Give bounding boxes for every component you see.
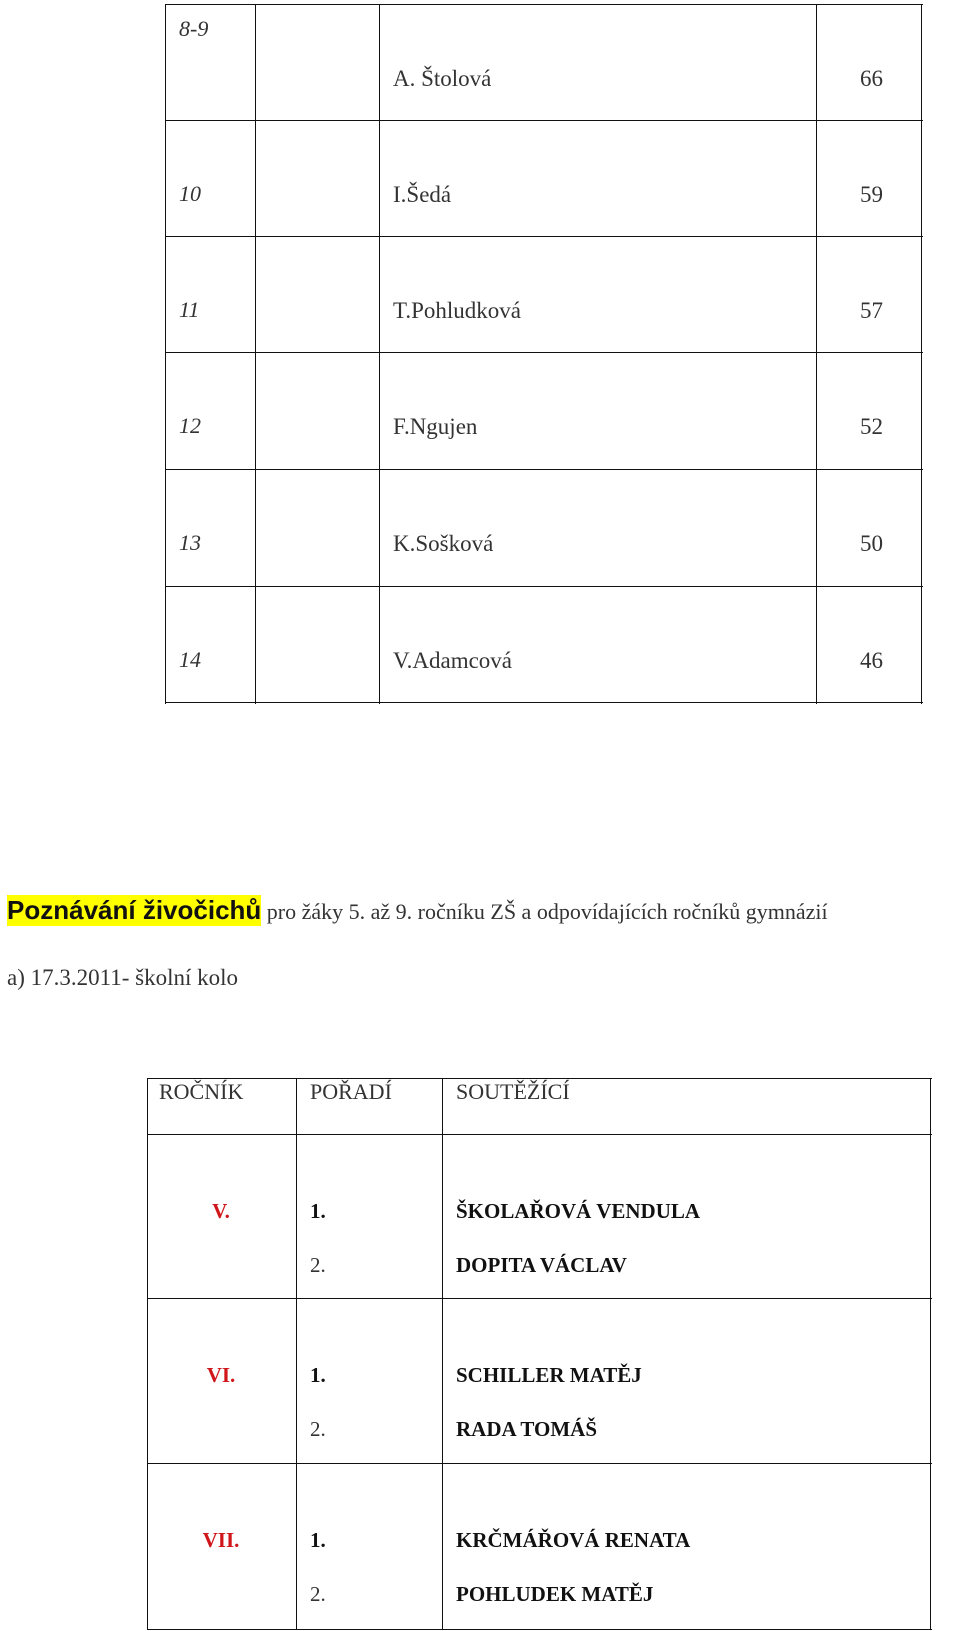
- table-border-bottom: [165, 702, 923, 703]
- grade-label: VI.: [206, 1363, 236, 1387]
- column-header-position: POŘADÍ: [310, 1079, 392, 1104]
- grade-label: V.: [212, 1199, 230, 1223]
- grade-label: VII.: [202, 1528, 240, 1552]
- position-second: 2.: [310, 1253, 326, 1277]
- table-row: [165, 4, 923, 120]
- rank-cell: 14: [179, 647, 201, 672]
- points-cell: 59: [860, 182, 883, 207]
- position-first: 1.: [310, 1528, 326, 1552]
- section-heading: [7, 895, 960, 926]
- rank-cell: 13: [179, 530, 201, 555]
- rank-cell: 12: [179, 413, 201, 438]
- points-cell: 46: [860, 648, 883, 673]
- highlighted-title: Poznávání živočichů: [7, 895, 261, 926]
- grade-group: [147, 1134, 932, 1298]
- rank-cell: 10: [179, 181, 201, 206]
- rank-cell: 8-9: [179, 16, 209, 41]
- points-cell: 52: [860, 414, 883, 439]
- table-row: [165, 236, 923, 352]
- table-row: [165, 120, 923, 236]
- table-border-bottom: [147, 1629, 932, 1630]
- position-first: 1.: [310, 1199, 326, 1223]
- points-cell: 66: [860, 66, 883, 91]
- table-row: [165, 352, 923, 468]
- column-header-contestant: SOUTĚŽÍCÍ: [456, 1079, 570, 1104]
- name-cell: F.Ngujen: [393, 414, 478, 439]
- contestant-second: RADA TOMÁŠ: [456, 1417, 598, 1441]
- heading-description: pro žáky 5. až 9. ročníku ZŠ a odpovídajících ročníků gymnázií: [261, 899, 828, 924]
- contestant-second: DOPITA VÁCLAV: [456, 1253, 627, 1277]
- name-cell: I.Šedá: [393, 182, 452, 207]
- results-table: [165, 4, 923, 704]
- winners-table: [147, 1078, 932, 1630]
- table-row: [165, 586, 923, 702]
- name-cell: A. Štolová: [393, 66, 492, 91]
- table-row: [165, 469, 923, 585]
- contestant-first: KRČMÁŘOVÁ RENATA: [456, 1528, 691, 1552]
- grade-group: [147, 1298, 932, 1462]
- name-cell: K.Sošková: [393, 531, 494, 556]
- name-cell: V.Adamcová: [393, 648, 513, 673]
- contestant-first: SCHILLER MATĚJ: [456, 1363, 642, 1387]
- round-date-line: a) 17.3.2011- školní kolo: [7, 965, 239, 990]
- position-first: 1.: [310, 1363, 326, 1387]
- points-cell: 50: [860, 531, 883, 556]
- position-second: 2.: [310, 1582, 326, 1606]
- contestant-first: ŠKOLAŘOVÁ VENDULA: [456, 1199, 701, 1223]
- points-cell: 57: [860, 298, 883, 323]
- grade-group: [147, 1463, 932, 1627]
- column-header-grade: ROČNÍK: [159, 1079, 244, 1104]
- contestant-second: POHLUDEK MATĚJ: [456, 1582, 654, 1606]
- position-second: 2.: [310, 1417, 326, 1441]
- name-cell: T.Pohludková: [393, 298, 521, 323]
- rank-cell: 11: [179, 297, 200, 322]
